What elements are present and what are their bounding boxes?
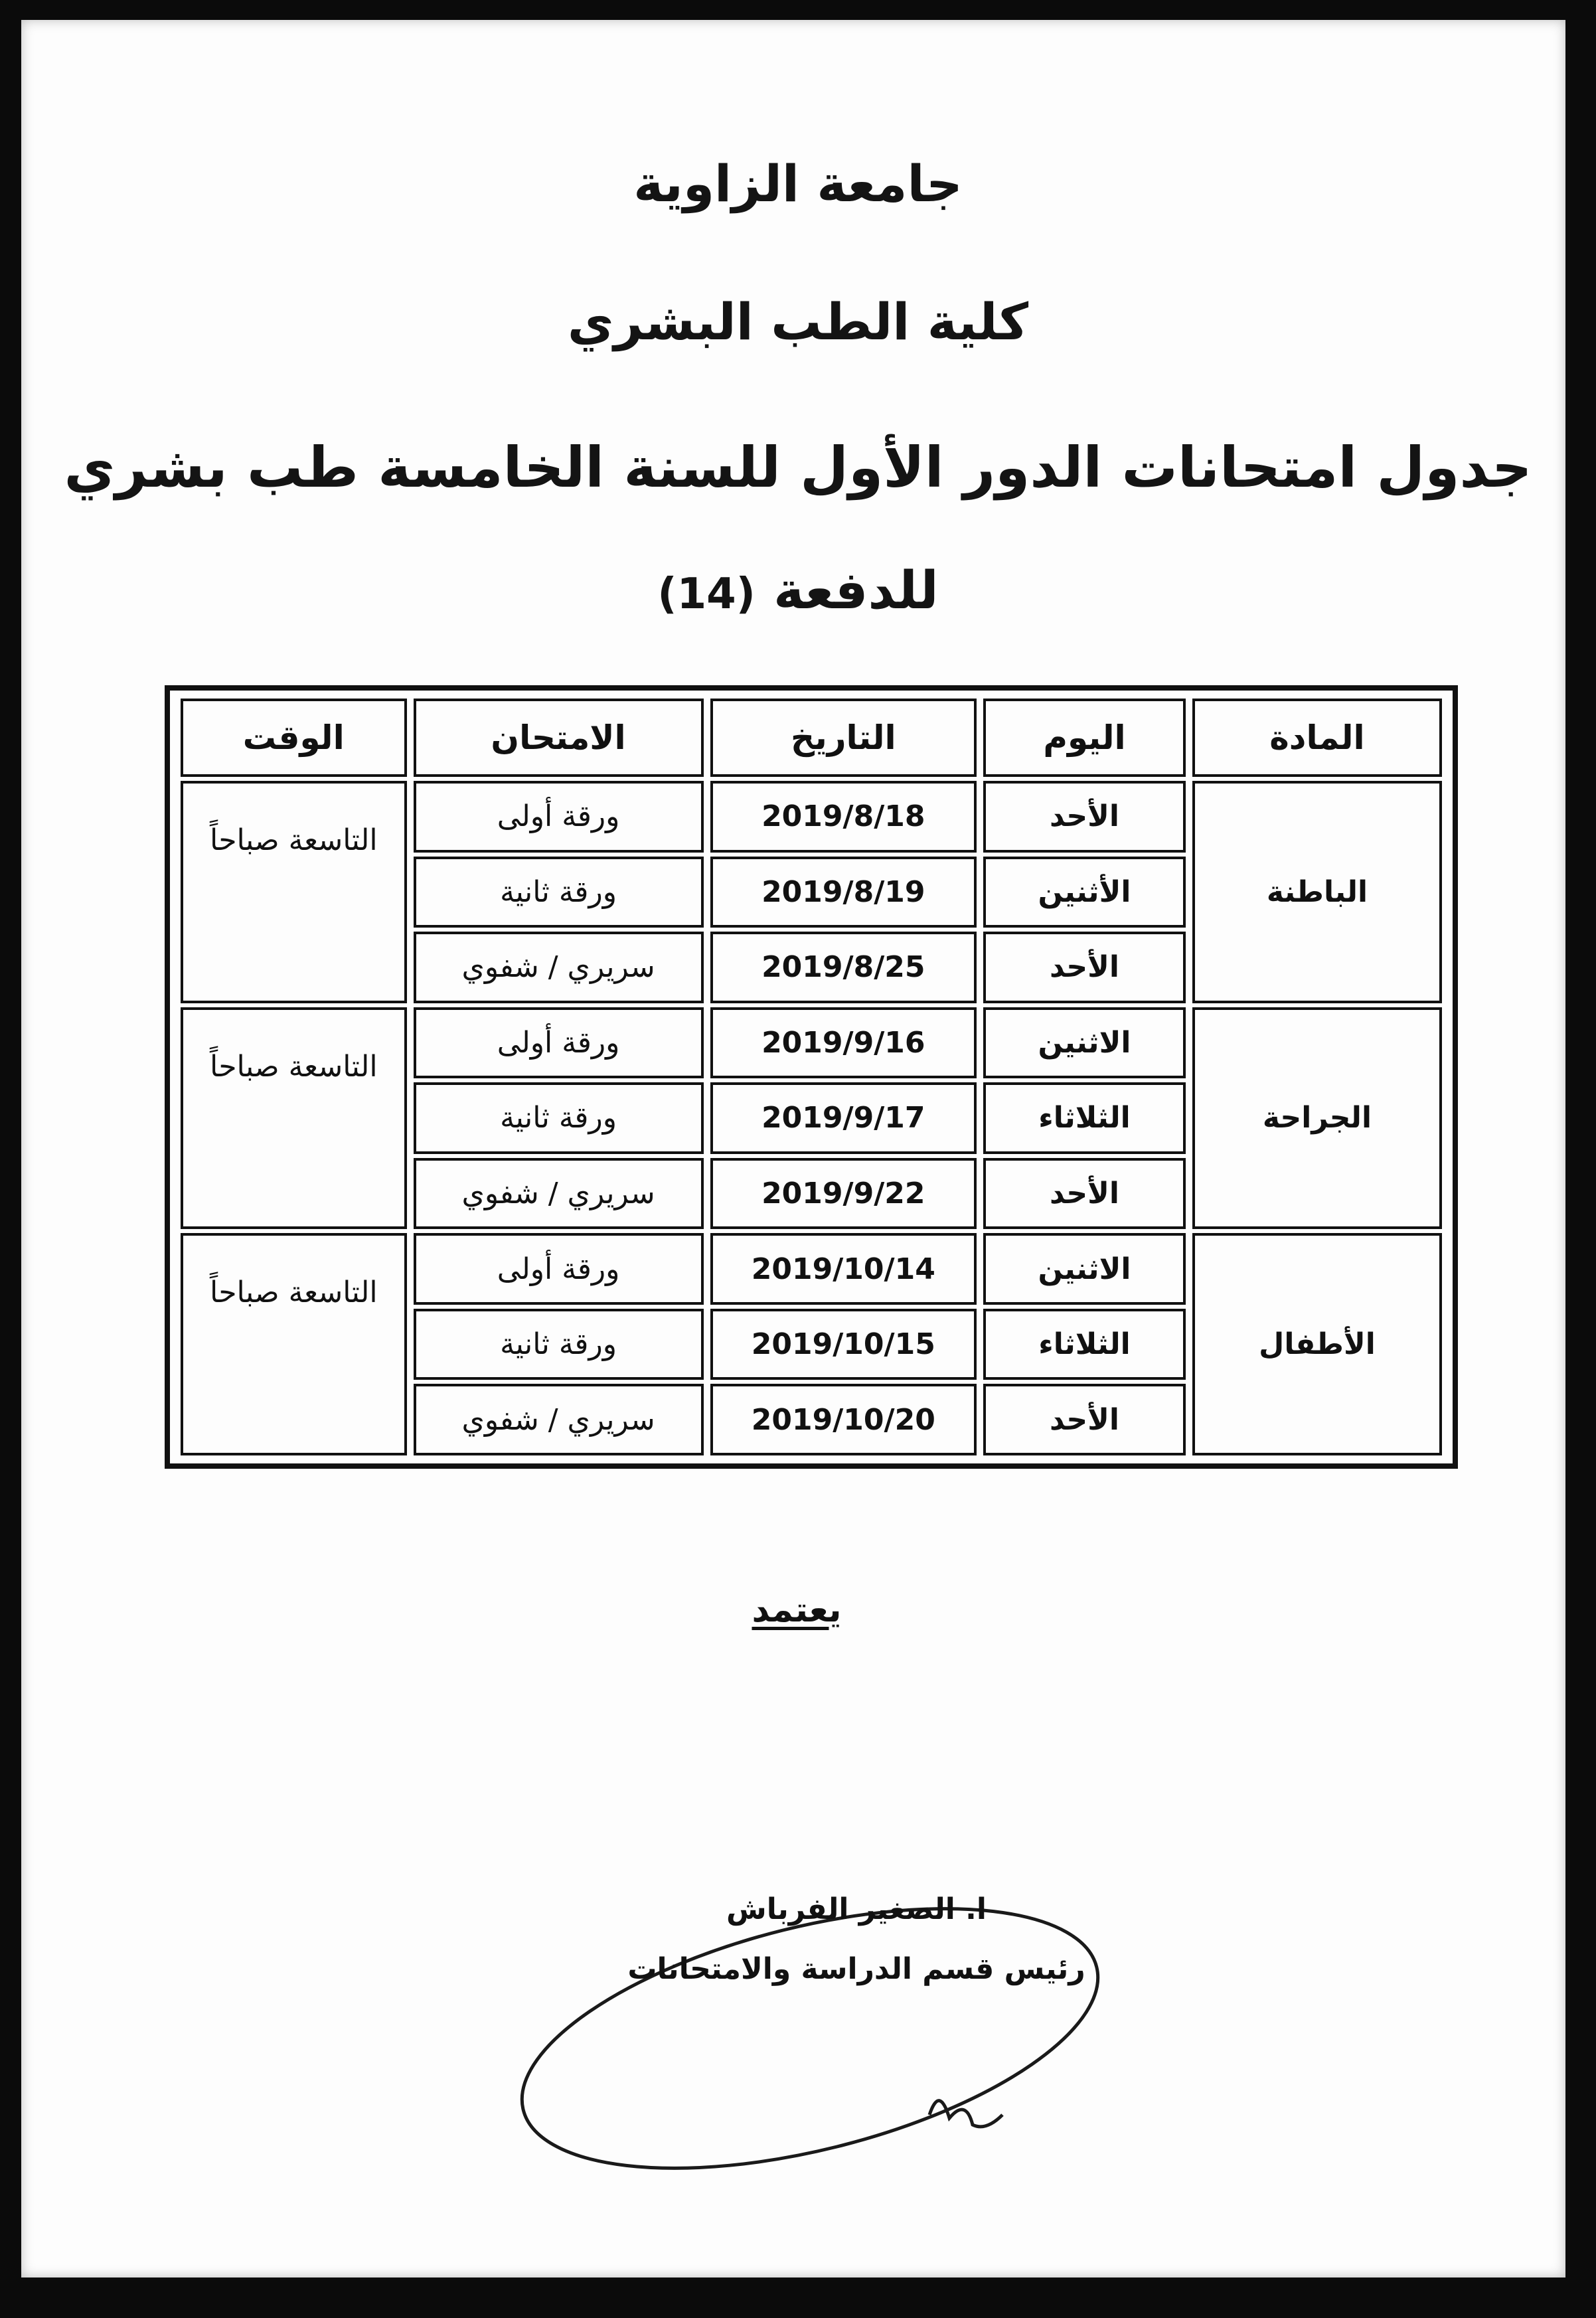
table-row: [181, 781, 1442, 853]
col-header-exam: الامتحان: [414, 699, 704, 777]
exam-cell: ورقة ثانية: [414, 857, 704, 928]
exam-cell: سريري / شفوي: [414, 1384, 704, 1455]
university-name: جامعة الزاوية: [633, 154, 963, 213]
date-cell: 2019/9/22: [710, 1158, 977, 1230]
day-cell: الثلاثاء: [983, 1309, 1186, 1380]
exam-cell: ورقة ثانية: [414, 1082, 704, 1154]
date-cell: 2019/10/20: [710, 1384, 977, 1455]
signatory-role: رئيس قسم الدراسة والامتحانات: [627, 1952, 1085, 1986]
date-cell: 2019/9/17: [710, 1082, 977, 1154]
date-cell: 2019/10/14: [710, 1233, 977, 1305]
date-cell: 2019/8/18: [710, 781, 977, 853]
day-cell: الاثنين: [983, 1233, 1186, 1305]
exam-cell: ورقة ثانية: [414, 1309, 704, 1380]
table-row: [181, 1233, 1442, 1305]
col-header-day: اليوم: [983, 699, 1186, 777]
time-cell: التاسعة صباحاً: [181, 1233, 407, 1455]
subject-cell: الأطفال: [1192, 1233, 1442, 1455]
col-header-subject: المادة: [1192, 699, 1442, 777]
day-cell: الأحد: [983, 1158, 1186, 1230]
date-cell: 2019/8/25: [710, 932, 977, 1003]
time-cell: التاسعة صباحاً: [181, 781, 407, 1003]
class-label: للدفعة: [773, 561, 939, 621]
table-row: [181, 1007, 1442, 1079]
exam-cell: ورقة أولى: [414, 781, 704, 853]
exam-cell: سريري / شفوي: [414, 1158, 704, 1230]
day-cell: الأحد: [983, 932, 1186, 1003]
date-cell: 2019/10/15: [710, 1309, 977, 1380]
class-number: (14): [657, 570, 756, 619]
document-title: جدول امتحانات الدور الأول للسنة الخامسة طب بشري: [64, 435, 1532, 500]
day-cell: الثلاثاء: [983, 1082, 1186, 1154]
time-cell: التاسعة صباحاً: [181, 1007, 407, 1230]
day-cell: الاثنين: [983, 1007, 1186, 1079]
date-cell: 2019/8/19: [710, 857, 977, 928]
exam-cell: ورقة أولى: [414, 1007, 704, 1079]
day-cell: الأحد: [983, 1384, 1186, 1455]
table-header-row: [181, 699, 1442, 777]
col-header-date: التاريخ: [710, 699, 977, 777]
col-header-time: الوقت: [181, 699, 407, 777]
subject-cell: الجراحة: [1192, 1007, 1442, 1230]
signatory-name: ا. الصغير الفرباش: [726, 1892, 987, 1926]
day-cell: الأثنين: [983, 857, 1186, 928]
date-cell: 2019/9/16: [710, 1007, 977, 1079]
subject-cell: الباطنة: [1192, 781, 1442, 1003]
faculty-name: كلية الطب البشري: [567, 292, 1029, 351]
exam-cell: سريري / شفوي: [414, 932, 704, 1003]
class-line: [0, 561, 1596, 621]
exam-cell: ورقة أولى: [414, 1233, 704, 1305]
day-cell: الأحد: [983, 781, 1186, 853]
approval-label: يعتمد: [752, 1590, 842, 1630]
exam-schedule-table: [174, 695, 1449, 1459]
